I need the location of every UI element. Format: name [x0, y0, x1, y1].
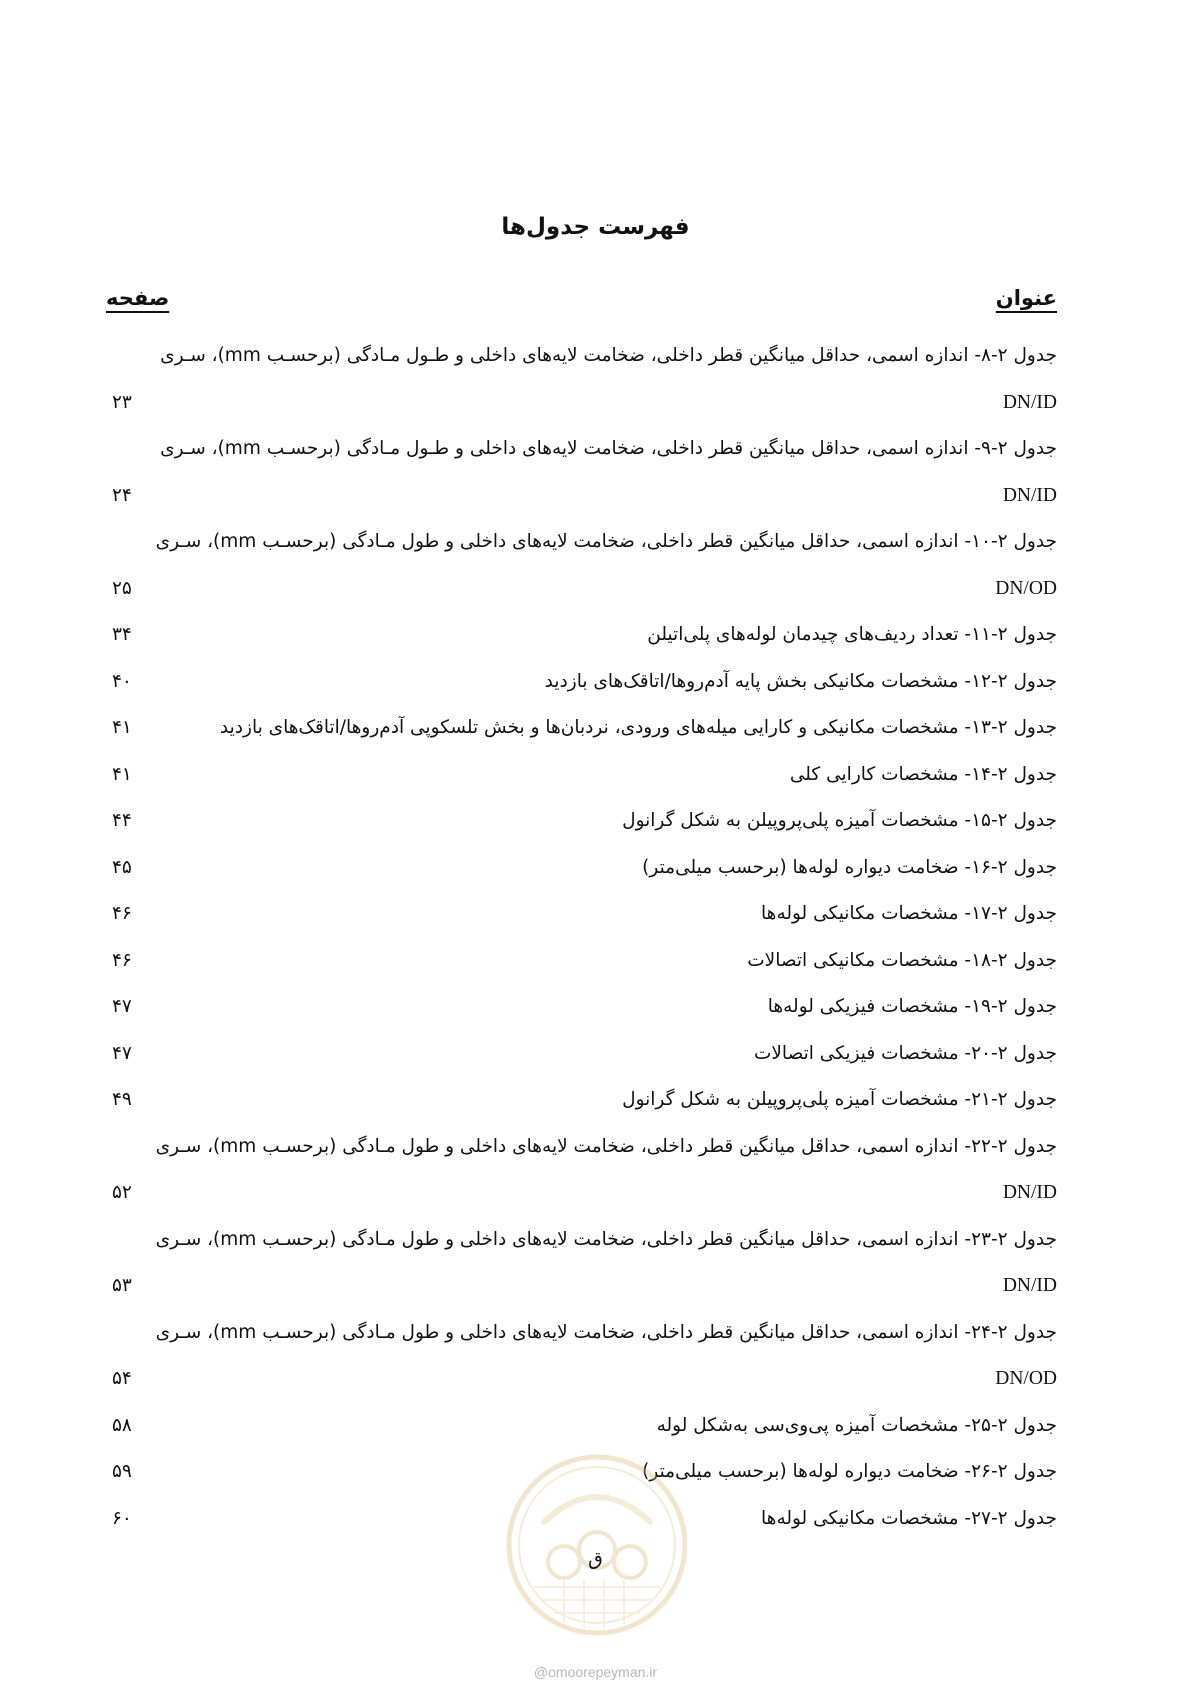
toc-entry-title: جدول ۲-۱۲- مشخصات مکانیکی بخش پایه آدم‌روها/اتاقک‌های بازدید	[544, 670, 1057, 692]
toc-entry-title: جدول ۲-۲۵- مشخصات آمیزه پی‌وی‌سی به‌شکل لوله	[656, 1414, 1057, 1436]
toc-entry-title: جدول ۲-۹- اندازه اسمی، حداقل میانگین قطر داخلی، ضخامت لایه‌های داخلی و طـول مـادگی (برحسـب mm)، سـری	[160, 438, 1057, 459]
toc-entry-title: جدول ۲-۱۴- مشخصات کارایی کلی	[789, 763, 1057, 785]
toc-entry-page: ۲۵	[112, 577, 132, 599]
toc-entry-page: ۵۸	[112, 1414, 132, 1436]
toc-entry[interactable]	[106, 845, 1057, 892]
toc-entry-page: ۴۷	[112, 1042, 132, 1064]
toc-entry-page: ۵۳	[112, 1275, 132, 1296]
toc-entry-title: جدول ۲-۱۰- اندازه اسمی، حداقل میانگین قطر داخلی، ضخامت لایه‌های داخلی و طول مـادگی (برحسـب mm)، سـری	[155, 531, 1057, 552]
toc-entry-page: ۵۹	[112, 1461, 132, 1482]
toc-entry[interactable]	[106, 938, 1057, 985]
toc-entry-page: ۴۹	[112, 1089, 132, 1110]
toc-entry-title: جدول ۲-۱۵- مشخصات آمیزه پلی‌پروپیلن به شکل گرانول	[622, 810, 1057, 831]
toc-entry-page: ۴۴	[112, 810, 132, 831]
toc-entry-title: جدول ۲-۲۶- ضخامت دیواره لوله‌ها (برحسب میلی‌متر)	[642, 1461, 1057, 1482]
toc-entry-title-continued: DN/ID	[1002, 1182, 1057, 1203]
toc-entry-title: جدول ۲-۲۲- اندازه اسمی، حداقل میانگین قطر داخلی، ضخامت لایه‌های داخلی و طول مـادگی (برحسـب mm)، سـری	[155, 1135, 1057, 1157]
toc-entry[interactable]	[106, 1124, 1057, 1217]
toc-entry[interactable]	[106, 1031, 1057, 1078]
page-title: فهرست جدول‌ها	[501, 214, 690, 240]
toc-entry[interactable]	[106, 1077, 1057, 1124]
toc-entry-title: جدول ۲-۱۱- تعداد ردیف‌های چیدمان لوله‌های پلی‌اتیلن	[647, 624, 1057, 645]
toc-entry-page: ۳۴	[112, 624, 132, 645]
toc-entry-title: جدول ۲-۲۰- مشخصات فیزیکی اتصالات	[753, 1042, 1057, 1064]
toc-entry-title: جدول ۲-۸- اندازه اسمی، حداقل میانگین قطر داخلی، ضخامت لایه‌های داخلی و طـول مـادگی (برحسـب mm)، سـری	[160, 345, 1057, 366]
toc-entry-title-continued: DN/OD	[995, 1368, 1057, 1389]
toc-entry-title-continued: DN/ID	[1002, 1275, 1057, 1296]
toc-entry[interactable]	[106, 1403, 1057, 1450]
toc-entry[interactable]	[106, 519, 1057, 612]
watermark-url: @omoorepeyman.ir	[533, 1664, 658, 1680]
toc-entry-title: جدول ۲-۱۹- مشخصات فیزیکی لوله‌ها	[767, 996, 1057, 1017]
toc-entry[interactable]	[106, 891, 1057, 938]
toc-entry-page: ۴۱	[112, 717, 132, 738]
toc-entry-page: ۴۷	[112, 996, 132, 1017]
toc-entry-title: جدول ۲-۲۴- اندازه اسمی، حداقل میانگین قطر داخلی، ضخامت لایه‌های داخلی و طول مـادگی (برحسـب mm)، سـری	[155, 1321, 1057, 1343]
toc-entry[interactable]	[106, 333, 1057, 426]
page-column-header: صفحه	[106, 286, 170, 310]
toc-entry-title: جدول ۲-۲۳- اندازه اسمی، حداقل میانگین قطر داخلی، ضخامت لایه‌های داخلی و طول مـادگی (برحسـب mm)، سـری	[155, 1228, 1057, 1250]
toc-entry-title: جدول ۲-۲۱- مشخصات آمیزه پلی‌پروپیلن به شکل گرانول	[622, 1089, 1057, 1110]
toc-entry-page: ۴۰	[112, 670, 132, 692]
toc-entry[interactable]	[106, 984, 1057, 1031]
title-column-header: عنوان	[995, 286, 1057, 310]
toc-entry-page: ۴۶	[112, 949, 132, 971]
toc-entry-title: جدول ۲-۱۳- مشخصات مکانیکی و کارایی میله‌های ورودی، نردبان‌ها و بخش تلسکوپی آدم‌روها/اتاقک‌های بازدید	[219, 717, 1057, 738]
toc-entry-title: جدول ۲-۲۷- مشخصات مکانیکی لوله‌ها	[761, 1507, 1057, 1529]
toc-entry[interactable]	[106, 752, 1057, 799]
toc-entry-page: ۴۱	[112, 763, 132, 785]
toc-entry[interactable]	[106, 426, 1057, 519]
toc-entry[interactable]	[106, 705, 1057, 752]
toc-entry-page: ۶۰	[112, 1507, 132, 1529]
toc-entry-title: جدول ۲-۱۸- مشخصات مکانیکی اتصالات	[747, 949, 1057, 971]
watermark-seal-icon	[504, 1452, 690, 1638]
toc-entry-page: ۴۵	[112, 856, 132, 878]
toc-entry-title-continued: DN/ID	[1002, 391, 1057, 413]
toc-entry-page: ۵۲	[112, 1182, 132, 1203]
toc-entry-title-continued: DN/ID	[1002, 484, 1057, 506]
toc-entry-title: جدول ۲-۱۷- مشخصات مکانیکی لوله‌ها	[761, 903, 1057, 924]
toc-entry-page: ۴۶	[112, 903, 132, 924]
toc-entry-title-continued: DN/OD	[995, 577, 1057, 599]
toc-entry[interactable]	[106, 1217, 1057, 1310]
toc-entry-title: جدول ۲-۱۶- ضخامت دیواره لوله‌ها (برحسب میلی‌متر)	[642, 856, 1057, 878]
toc-entry-page: ۲۳	[112, 391, 132, 413]
page-number-footer: ق	[588, 1548, 603, 1570]
toc-entry[interactable]	[106, 612, 1057, 659]
toc-entry[interactable]	[106, 1310, 1057, 1403]
toc-entry[interactable]	[106, 659, 1057, 706]
toc-entry[interactable]	[106, 798, 1057, 845]
toc-entry-page: ۲۴	[112, 484, 132, 506]
table-of-tables	[106, 333, 1057, 1542]
toc-entry-page: ۵۴	[112, 1368, 132, 1389]
